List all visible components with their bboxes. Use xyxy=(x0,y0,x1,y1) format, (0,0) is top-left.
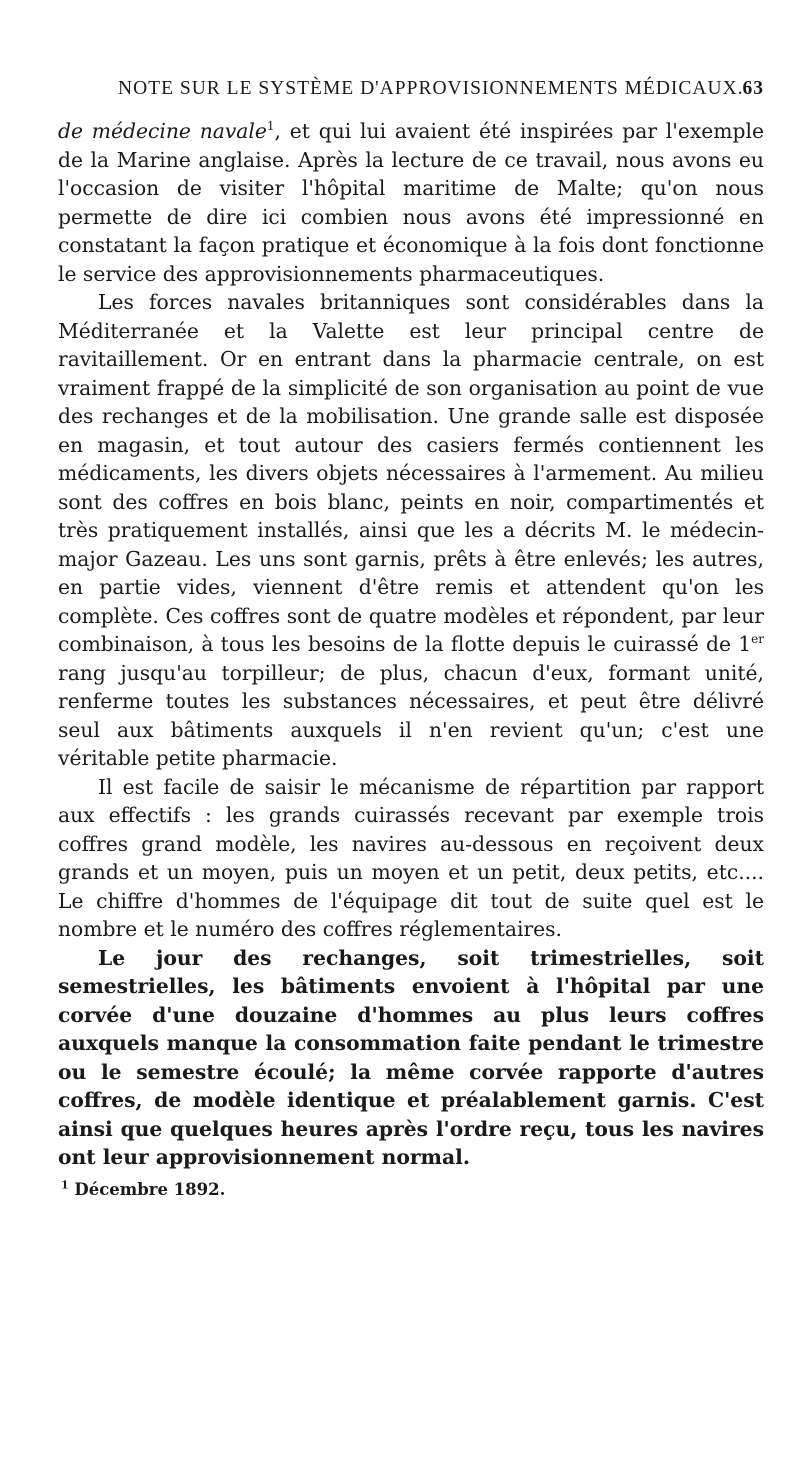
paragraph-2-text-a: Les forces navales britanniques sont considérables dans la Méditerranée et la Valette est leur principal centre de ravitaillement. Or en entrant dans la pharmacie centrale, on est vraiment frappé de la simplicité de son organisation au point de vue des rechanges et de la mobilisation. Une grande salle est disposée en magasin, et tout autour des casiers fermés contiennent les médicaments, les divers objets nécessaires à l'armement. Au milieu sont des coffres en bois blanc, peints en noir, compartimentés et très pratiquement installés, ainsi que les a décrits M. le médecin-major Gazeau. Les uns sont garnis, prêts à être enlevés; les autres, en partie vides, viennent d'être remis et attendent qu'on les complète. Ces coffres sont de quatre modèles et répondent, par leur combinaison, à tous les besoins de la flotte depuis le cuirassé de 1 xyxy=(58,290,764,656)
footnote-reference: 1 xyxy=(266,119,275,134)
paragraph-4: Le jour des rechanges, soit trimestrielles, soit semestrielles, les bâtiments envoient à l'hôpital par une corvée d'une douzaine d'hommes au plus leurs coffres auxquels manque la consommation faite pendant le trimestre ou le semestre écoulé; la même corvée rapporte d'autres coffres, de modèle identique et préalablement garnis. C'est ainsi que quelques heures après l'ordre reçu, tous les navires ont leur approvisionnement normal. xyxy=(58,945,764,1169)
body-text xyxy=(58,117,764,1172)
paragraph-3: Il est facile de saisir le mécanisme de répartition par rapport aux effectifs : les grands cuirassés recevant par exemple trois coffres grand modèle, les navires au-dessous en reçoivent deux grands et un moyen, puis un moyen et un petit, deux petits, etc.... Le chiffre d'hommes de l'équipage dit tout de suite quel est le nombre et le numéro des coffres réglementaires. xyxy=(58,774,764,941)
paragraph-2-text-b: rang jusqu'au torpilleur; de plus, chacun d'eux, formant unité, renferme toutes les substances nécessaires, et peut être délivré seul aux bâtiments auxquels il n'en revient qu'un; c'est une véritable petite pharmacie. xyxy=(58,660,764,770)
book-page xyxy=(58,78,764,1199)
paragraph-1-text: , et qui lui avaient été inspirées par l'exemple de la Marine anglaise. Après la lecture de ce travail, nous avons eu l'occasion de visiter l'hôpital maritime de Malte; qu'on nous permette de dire ici combien nous avons été impressionné en constatant la façon pratique et économique à la fois dont fonctionne le service des approvisionnements pharmaceutiques. xyxy=(58,119,765,286)
italic-title: de médecine navale xyxy=(58,119,267,143)
running-header xyxy=(58,78,764,108)
ordinal-superscript: er xyxy=(751,632,764,647)
paragraph-2 xyxy=(58,288,764,773)
footnote-text: Décembre 1892. xyxy=(68,1179,226,1199)
paragraph-1 xyxy=(58,117,764,288)
footnote-mark: 1 xyxy=(61,1178,69,1191)
footnote xyxy=(58,1180,764,1199)
page-number: 63 xyxy=(742,78,764,99)
running-title: NOTE SUR LE SYSTÈME D'APPROVISIONNEMENTS MÉDICAUX. xyxy=(118,78,744,99)
